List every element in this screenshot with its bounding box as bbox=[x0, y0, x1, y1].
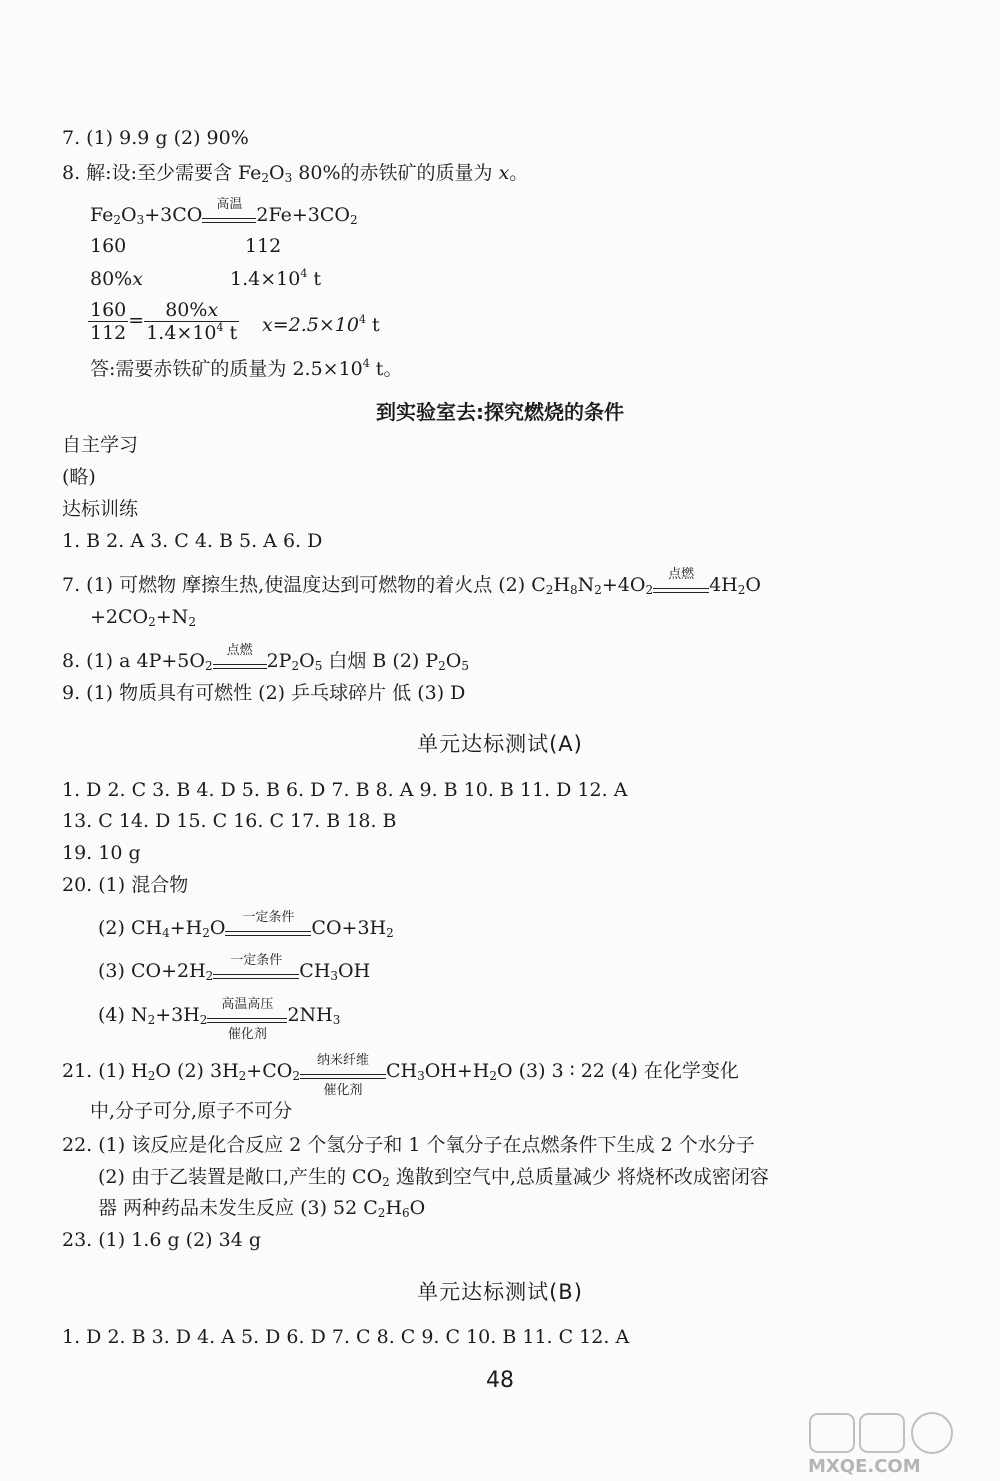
training-8: 8. (1) a $4P+5O_2$ 点燃 $2P_2O_5$ 白烟 B (2) $P_2O_5$ bbox=[62, 643, 470, 673]
page-number: 48 bbox=[486, 1368, 514, 1393]
test-a-20: 20. (1) 混合物 bbox=[62, 874, 189, 896]
mass-112: 112 bbox=[245, 235, 282, 257]
training-1-6: 1. B 2. A 3. C 4. B 5. A 6. D bbox=[62, 530, 323, 552]
test-a-19: 19. 10 g bbox=[62, 842, 141, 864]
watermark-logo bbox=[800, 1410, 990, 1478]
test-a-20-4: (4) $N_2+3H_2$ 高温高压 催化剂 $2NH_3$ bbox=[98, 997, 341, 1042]
test-a-23: 23. (1) 1.6 g (2) 34 g bbox=[62, 1229, 261, 1251]
answer-line-8: 8. 解:设:至少需要含 $Fe_2O_3$ 80%的赤铁矿的质量为 x。 bbox=[62, 162, 529, 185]
test-a-13-18: 13. C 14. D 15. C 16. C 17. B 18. B bbox=[62, 810, 397, 832]
omitted: (略) bbox=[62, 466, 96, 488]
test-a-20-2: (2) $CH_4+H_2O$ 一定条件 $CO+3H_2$ bbox=[98, 910, 394, 940]
watermark-url: MXQE.COM bbox=[808, 1456, 921, 1477]
subheading-training: 达标训练 bbox=[62, 498, 139, 520]
training-9: 9. (1) 物质具有可燃性 (2) 乒乓球碎片 低 (3) D bbox=[62, 682, 466, 704]
ratio-80x: 80%x bbox=[90, 268, 143, 290]
test-a-20-3: (3) $CO+2H_2$ 一定条件 $CH_3OH$ bbox=[98, 953, 371, 983]
training-7: 7. (1) 可燃物 摩擦生热,使温度达到可燃物的着火点 (2) $C_2H_8N_2+4O_2$ 点燃 $4H_2O$ bbox=[62, 567, 761, 597]
section-title-test-b: 单元达标测试(B) bbox=[417, 1280, 583, 1304]
answer-line-7: 7. (1) 9.9 g (2) 90% bbox=[62, 127, 249, 149]
subheading-self-study: 自主学习 bbox=[62, 434, 139, 456]
test-a-21-cont: 中,分子可分,原子不可分 bbox=[90, 1100, 293, 1122]
test-a-1-12: 1. D 2. C 3. B 4. D 5. B 6. D 7. B 8. A 9. B 10. B 11. D 12. A bbox=[62, 779, 628, 801]
test-a-22: 22. (1) 该反应是化合反应 2 个氢分子和 1 个氧分子在点燃条件下生成 2 个水分子 bbox=[62, 1134, 755, 1156]
test-a-21: 21. (1) $H_2O$ (2) $3H_2+CO_2$ 纳米纤维 催化剂 $CH_3OH+H_2O$ (3) 3 ∶ 22 (4) 在化学变化 bbox=[62, 1053, 739, 1098]
mass-160: 160 bbox=[90, 235, 127, 257]
proportion: $\frac{160}{112}$ = $\frac{80\%x}{1.4\times 10^4 t}$ bbox=[90, 299, 238, 344]
training-7-cont: $+2CO_2+N_2$ bbox=[90, 606, 196, 629]
ratio-1-4: $1.4\times 10^4$ t bbox=[230, 267, 322, 290]
conclusion: 答:需要赤铁矿的质量为 $2.5\times 10^4$ t。 bbox=[90, 357, 403, 380]
result-x: $x=2.5\times 10^4$ t bbox=[262, 313, 380, 336]
test-a-22-3: 器 两种药品未发生反应 (3) 52 $C_2H_6O$ bbox=[98, 1197, 426, 1220]
test-b-1-12: 1. D 2. B 3. D 4. A 5. D 6. D 7. C 8. C 9. C 10. B 11. C 12. A bbox=[62, 1326, 630, 1348]
section-title-test-a: 单元达标测试(A) bbox=[417, 732, 583, 756]
test-a-22-2: (2) 由于乙装置是敞口,产生的 $CO_2$ 逸散到空气中,总质量减少 将烧杯改成密闭容 bbox=[98, 1166, 769, 1189]
equation-fe2o3: $Fe_2O_3+3CO$ 高温 $2Fe+3CO_2$ bbox=[90, 197, 358, 227]
section-title-combustion: 到实验室去:探究燃烧的条件 bbox=[376, 400, 624, 424]
